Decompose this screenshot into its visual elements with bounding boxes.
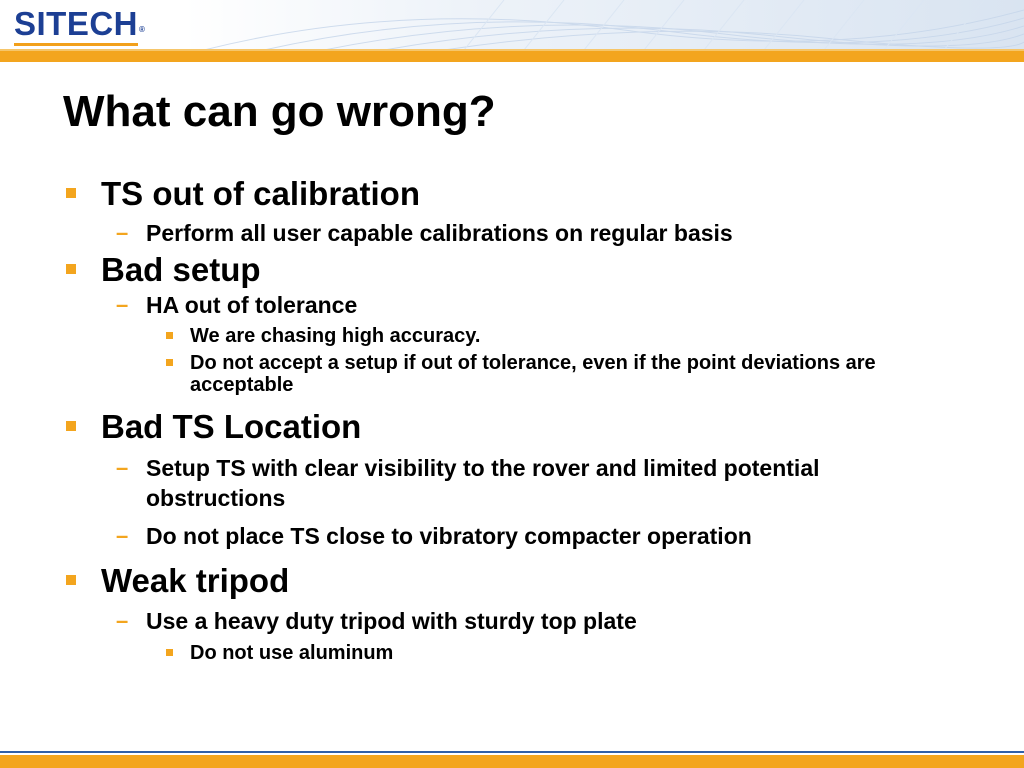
- square-bullet-icon: [166, 332, 173, 339]
- bullet-text: We are chasing high accuracy.: [190, 325, 481, 347]
- header-divider-bar: [0, 51, 1024, 62]
- square-bullet-icon: [66, 575, 76, 585]
- dash-bullet-icon: –: [116, 455, 129, 480]
- footer-bar: [0, 755, 1024, 768]
- square-bullet-icon: [66, 188, 76, 198]
- square-bullet-icon: [66, 264, 76, 274]
- bullet-text: Bad TS Location: [101, 408, 362, 445]
- bullet-text: Perform all user capable calibrations on regular basis: [146, 220, 733, 246]
- slide-header: [0, 0, 1024, 50]
- bullet-text: Weak tripod: [101, 562, 290, 599]
- bullet-level2: [62, 453, 836, 513]
- square-bullet-icon: [166, 649, 173, 656]
- bullet-level1: [62, 407, 962, 447]
- bullet-text: Do not use aluminum: [190, 642, 394, 664]
- logo-underline: [14, 43, 138, 46]
- header-wave-pattern: [204, 0, 1024, 50]
- square-bullet-icon: [66, 421, 76, 431]
- bullet-text: HA out of tolerance: [146, 292, 358, 318]
- dash-bullet-icon: –: [116, 292, 129, 317]
- bullet-level3: [62, 325, 962, 347]
- bullet-list: [62, 174, 962, 664]
- square-bullet-icon: [166, 359, 173, 366]
- footer-rule: [0, 751, 1024, 753]
- bullet-text: Bad setup: [101, 251, 261, 288]
- bullet-text: Do not place TS close to vibratory compacter operation: [146, 523, 752, 549]
- bullet-level1: [62, 174, 962, 214]
- bullet-text: TS out of calibration: [101, 175, 420, 212]
- logo-trademark: ®: [139, 25, 146, 34]
- sitech-logo: [14, 4, 145, 44]
- bullet-level1: [62, 250, 962, 290]
- bullet-level2: [62, 521, 962, 551]
- bullet-level1: [62, 561, 962, 601]
- bullet-level3: [62, 642, 962, 664]
- logo-text: SITECH: [14, 5, 139, 42]
- bullet-level2: [62, 218, 962, 248]
- dash-bullet-icon: –: [116, 523, 129, 548]
- dash-bullet-icon: –: [116, 220, 129, 245]
- bullet-level2: [62, 290, 962, 320]
- bullet-level2: [62, 606, 962, 636]
- slide-title: What can go wrong?: [63, 87, 496, 136]
- bullet-level3: [62, 352, 962, 396]
- dash-bullet-icon: –: [116, 608, 129, 633]
- bullet-text: Do not accept a setup if out of tolerance, even if the point deviations are acceptable: [190, 352, 876, 396]
- bullet-text: Setup TS with clear visibility to the rover and limited potential obstructions: [146, 455, 820, 511]
- bullet-text: Use a heavy duty tripod with sturdy top plate: [146, 608, 637, 634]
